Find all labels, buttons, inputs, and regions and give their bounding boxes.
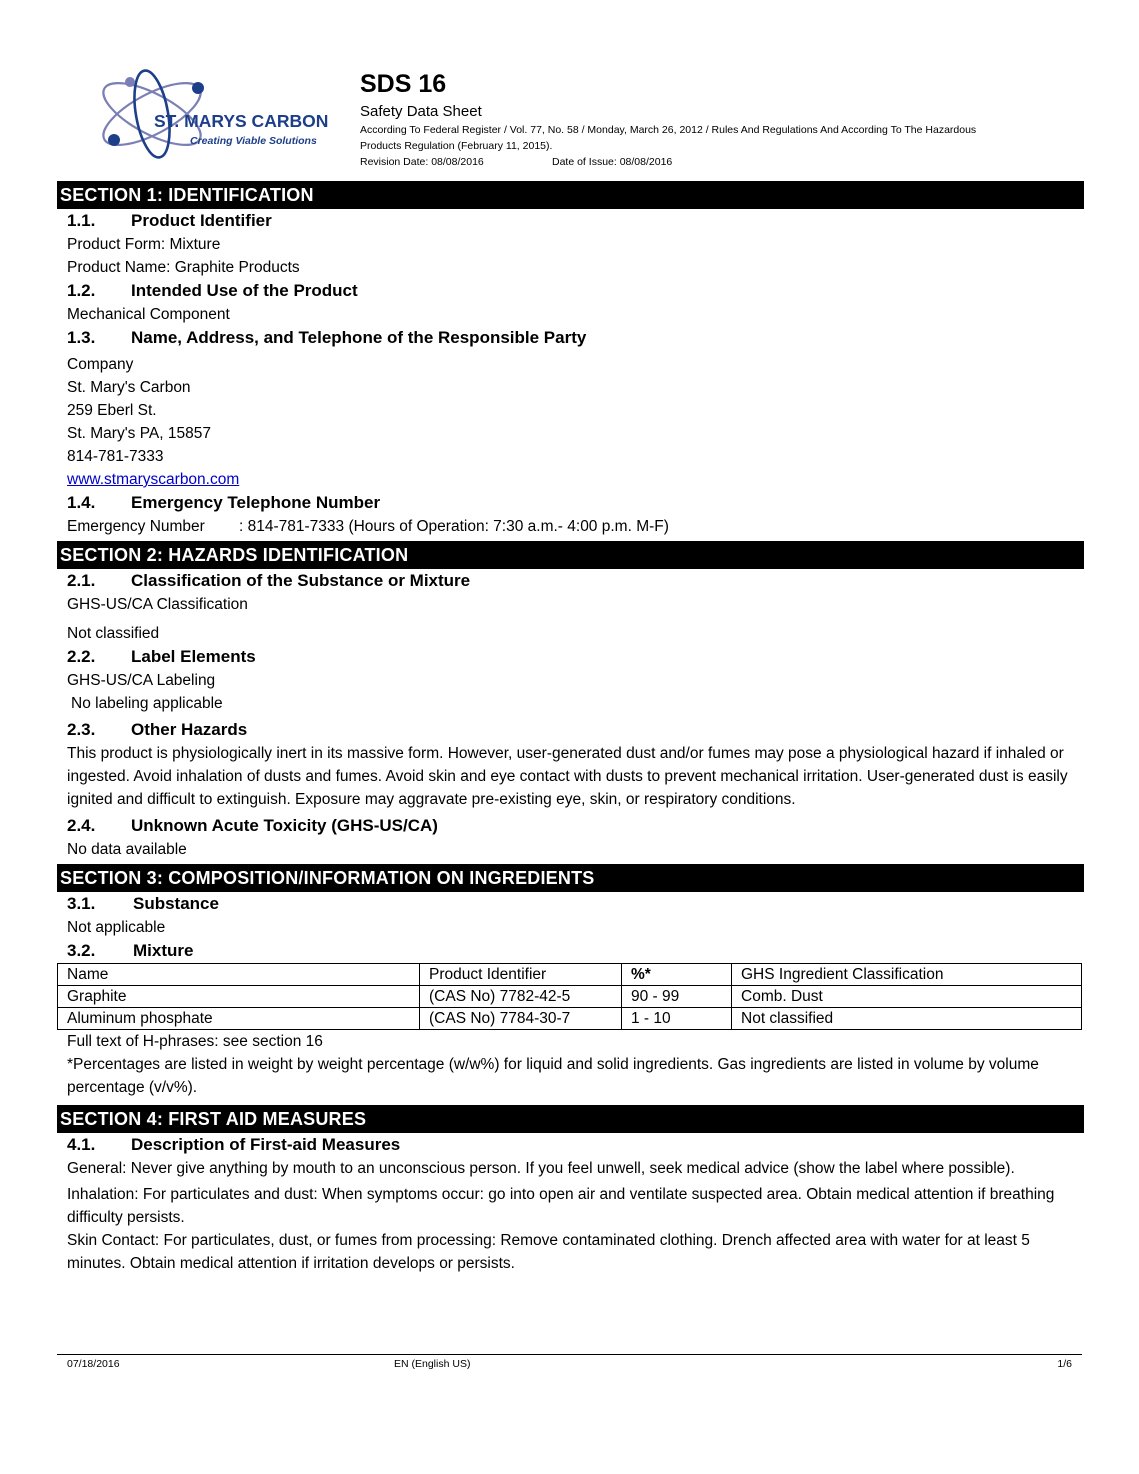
table-cell: (CAS No) 7784-30-7	[420, 1008, 622, 1030]
first-aid-skin-label: Skin Contact:	[67, 1232, 160, 1249]
labeling-value: No labeling applicable	[71, 695, 223, 712]
regulation-line-1: According To Federal Register / Vol. 77, No. 58 / Monday, March 26, 2012 / Rules And Regulations And According To The Hazardous	[360, 124, 977, 136]
subsection-title: Unknown Acute Toxicity (GHS-US/CA)	[131, 816, 438, 835]
subsection-number: 1.4.	[67, 493, 96, 512]
first-aid-inhalation-text: For particulates and dust: When symptoms occur: go into open air and ventilate suspected area. Obtain medical attention if breathing difficulty persists.	[67, 1186, 1055, 1226]
section-2-heading: SECTION 2: HAZARDS IDENTIFICATION	[57, 541, 1084, 569]
emergency-number	[57, 515, 1084, 538]
subsection-1-1	[57, 209, 1084, 233]
document-subtitle: Safety Data Sheet	[360, 103, 482, 120]
subsection-title: Substance	[133, 894, 219, 913]
subsection-1-2	[57, 279, 1084, 303]
subsection-number: 1.3.	[67, 328, 96, 347]
table-header-row	[58, 964, 1082, 986]
company-name: St. Mary's Carbon	[67, 379, 191, 396]
labeling-label: GHS-US/CA Labeling	[67, 672, 216, 689]
company-address-line-1: 259 Eberl St.	[67, 402, 157, 419]
subsection-number: 1.1.	[67, 211, 96, 230]
first-aid-general-text: Never give anything by mouth to an unconscious person. If you feel unwell, seek medical advice (show the label where possible).	[126, 1160, 1015, 1177]
company-address-line-2: St. Mary's PA, 15857	[67, 425, 211, 442]
table-cell: Aluminum phosphate	[58, 1008, 420, 1030]
first-aid-general	[57, 1157, 1084, 1180]
subsection-title: Emergency Telephone Number	[131, 493, 381, 512]
document-header	[360, 68, 1080, 170]
first-aid-inhalation	[57, 1183, 1084, 1229]
subsection-title: Classification of the Substance or Mixture	[131, 571, 471, 590]
issue-date: Date of Issue: 08/08/2016	[552, 156, 673, 168]
product-form	[57, 233, 1084, 256]
subsection-number: 4.1.	[67, 1135, 96, 1154]
table-cell: Graphite	[58, 986, 420, 1008]
regulation-line-2: Products Regulation (February 11, 2015).	[360, 140, 553, 152]
subsection-title: Mixture	[133, 941, 194, 960]
table-row	[58, 986, 1082, 1008]
logo-tagline: Creating Viable Solutions	[190, 135, 317, 147]
subsection-number: 2.4.	[67, 816, 96, 835]
mixture-table	[57, 963, 1082, 1030]
subsection-number: 3.1.	[67, 894, 96, 913]
emergency-number-label: Emergency Number	[67, 518, 205, 535]
document-dates	[360, 154, 1080, 170]
product-form-value: Mixture	[165, 236, 221, 253]
first-aid-skin	[57, 1229, 1084, 1275]
subsection-2-2	[57, 645, 1084, 669]
page-footer	[57, 1354, 1082, 1370]
table-header-cell: %*	[622, 964, 732, 986]
company-website-link[interactable]: www.stmaryscarbon.com	[67, 471, 240, 488]
section-4-heading: SECTION 4: FIRST AID MEASURES	[57, 1105, 1084, 1133]
table-cell: 90 - 99	[622, 986, 732, 1008]
subsection-1-3	[57, 326, 1084, 350]
section-1-heading: SECTION 1: IDENTIFICATION	[57, 181, 1084, 209]
first-aid-skin-text: For particulates, dust, or fumes from processing: Remove contaminated clothing. Drench affected area with water for at least 5 minutes. Obtain medical attention if irritation develops or persists.	[67, 1232, 1030, 1272]
classification-value: Not classified	[67, 625, 160, 642]
subsection-4-1	[57, 1133, 1084, 1157]
table-cell: Comb. Dust	[732, 986, 1082, 1008]
company-phone: 814-781-7333	[67, 448, 164, 465]
company-logo	[90, 66, 330, 168]
table-row	[58, 1008, 1082, 1030]
company-label: Company	[67, 356, 134, 373]
acute-toxicity-value: No data available	[67, 841, 187, 858]
footer-language: EN (English US)	[394, 1358, 471, 1370]
subsection-title: Description of First-aid Measures	[131, 1135, 401, 1154]
subsection-title: Other Hazards	[131, 720, 248, 739]
subsection-number: 2.3.	[67, 720, 96, 739]
document-title: SDS 16	[360, 70, 447, 98]
subsection-number: 1.2.	[67, 281, 96, 300]
table-cell: (CAS No) 7782-42-5	[420, 986, 622, 1008]
table-header-cell: Name	[58, 964, 420, 986]
logo-wordmark: ST. MARYS CARBON	[154, 111, 329, 131]
footer-date: 07/18/2016	[67, 1358, 120, 1370]
other-hazards-text: This product is physiologically inert in its massive form. However, user-generated dust and/or fumes may pose a physiological hazard if inhaled or ingested. Avoid inhalation of dusts and fumes. Avoid skin and eye contact with dusts to prevent mechanical irritation. User-generated dust is easily ignited and difficult to extinguish. Exposure may aggravate pre-existing eye, skin, or respiratory conditions.	[67, 745, 1068, 808]
h-phrases-note: Full text of H-phrases: see section 16	[67, 1033, 323, 1050]
subsection-2-1	[57, 569, 1084, 593]
subsection-1-4	[57, 491, 1084, 515]
table-header-cell: Product Identifier	[420, 964, 622, 986]
table-cell: Not classified	[732, 1008, 1082, 1030]
subsection-3-1	[57, 892, 1084, 916]
subsection-number: 2.1.	[67, 571, 96, 590]
intended-use: Mechanical Component	[67, 306, 230, 323]
footer-page-number: 1/6	[1057, 1358, 1072, 1370]
emergency-number-value: : 814-781-7333 (Hours of Operation: 7:30 a.m.- 4:00 p.m. M-F)	[239, 518, 669, 535]
subsection-3-2	[57, 939, 1084, 963]
subsection-number: 3.2.	[67, 941, 96, 960]
section-3-heading: SECTION 3: COMPOSITION/INFORMATION ON INGREDIENTS	[57, 864, 1084, 892]
subsection-title: Name, Address, and Telephone of the Responsible Party	[131, 328, 587, 347]
subsection-2-3	[57, 718, 1084, 742]
subsection-title: Label Elements	[131, 647, 256, 666]
subsection-title: Product Identifier	[131, 211, 272, 230]
substance-value: Not applicable	[67, 919, 166, 936]
product-name-label: Product Name:	[67, 259, 171, 276]
percentage-note: *Percentages are listed in weight by weight percentage (w/w%) for liquid and solid ingredients. Gas ingredients are listed in volume by volume percentage (v/v%).	[67, 1056, 1039, 1096]
product-form-label: Product Form:	[67, 236, 166, 253]
table-header-cell: GHS Ingredient Classification	[732, 964, 1082, 986]
document-body	[57, 181, 1084, 1275]
classification-label: GHS-US/CA Classification	[67, 596, 248, 613]
subsection-number: 2.2.	[67, 647, 96, 666]
revision-date: Revision Date: 08/08/2016	[360, 156, 484, 168]
first-aid-general-label: General:	[67, 1160, 127, 1177]
subsection-title: Intended Use of the Product	[131, 281, 358, 300]
table-cell: 1 - 10	[622, 1008, 732, 1030]
first-aid-inhalation-label: Inhalation:	[67, 1186, 139, 1203]
product-name	[57, 256, 1084, 279]
subsection-2-4	[57, 814, 1084, 838]
product-name-value: Graphite Products	[170, 259, 300, 276]
